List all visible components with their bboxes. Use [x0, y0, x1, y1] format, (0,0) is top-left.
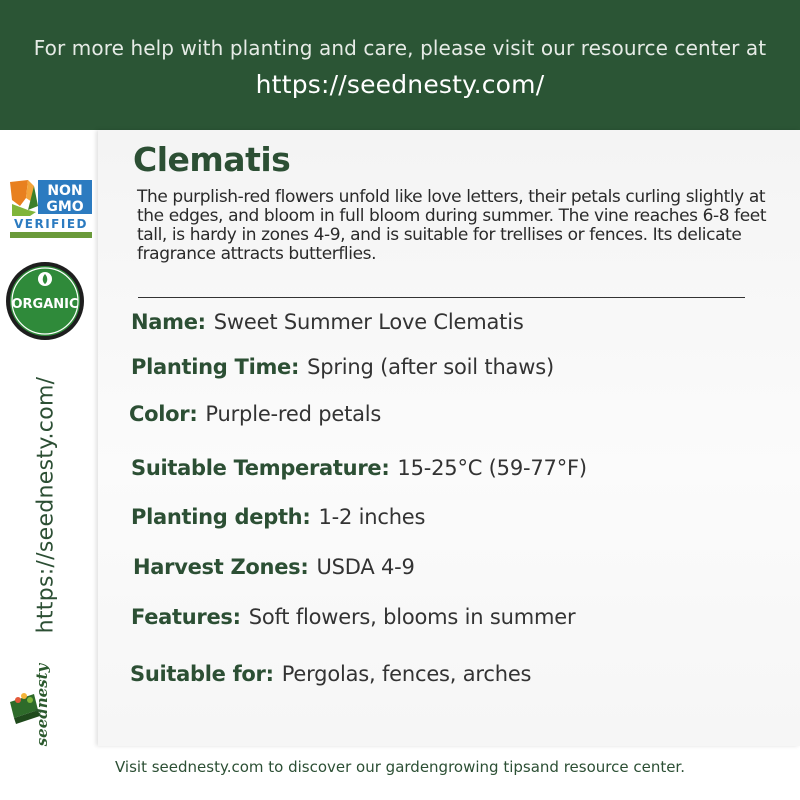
field-planting-time: [131, 355, 554, 379]
top-banner: [0, 0, 800, 130]
field-features-value: Soft flowers, blooms in summer: [248, 605, 576, 629]
banner-help-text: For more help with planting and care, please visit our resource center at: [33, 36, 767, 60]
nongmo-line2: GMO: [46, 199, 84, 215]
field-depth-label: Planting depth:: [131, 505, 311, 529]
footer-text: Visit seednesty.com to discover our gardengrowing tipsand resource center.: [115, 758, 685, 776]
field-suitable-for-value: Pergolas, fences, arches: [281, 662, 532, 686]
field-zones: [133, 555, 415, 579]
field-features-label: Features:: [131, 605, 241, 629]
field-zones-label: Harvest Zones:: [133, 555, 309, 579]
field-color: [129, 402, 381, 426]
field-name: [131, 310, 524, 334]
product-title: Clematis: [133, 140, 291, 179]
field-depth: [131, 505, 425, 529]
field-temperature-value: 15-25°C (59-77°F): [397, 456, 587, 480]
field-zones-value: USDA 4-9: [316, 555, 415, 579]
field-suitable-for-label: Suitable for:: [130, 662, 274, 686]
nongmo-line3: VERIFIED: [13, 217, 89, 231]
sidebar-url-text[interactable]: https://seednesty.com/: [33, 376, 59, 634]
field-color-value: Purple-red petals: [205, 402, 382, 426]
nongmo-line1: NON: [47, 183, 83, 199]
field-name-value: Sweet Summer Love Clematis: [213, 310, 524, 334]
field-planting-time-label: Planting Time:: [131, 355, 300, 379]
field-color-label: Color:: [129, 402, 198, 426]
field-depth-value: 1-2 inches: [318, 505, 426, 529]
field-planting-time-value: Spring (after soil thaws): [307, 355, 554, 379]
field-name-label: Name:: [131, 310, 206, 334]
organic-label: ORGANIC: [11, 297, 79, 312]
non-gmo-verified-badge: [6, 176, 92, 240]
field-temperature-label: Suitable Temperature:: [131, 456, 390, 480]
product-description: The purplish-red flowers unfold like love letters, their petals curling slightly at the edges, and bloom in full bloom during summer. The vine reaches 6-8 feet tall, is hardy in zones 4-9, and is suitable for trellises or fences. Its delicate fragrance attracts butterflies.: [137, 187, 767, 264]
field-suitable-for: [130, 662, 531, 686]
divider: [138, 297, 745, 298]
logo-text: seednesty: [33, 663, 51, 747]
banner-url[interactable]: https://seednesty.com/: [255, 70, 545, 99]
organic-badge: [5, 261, 85, 341]
field-features: [131, 605, 575, 629]
field-temperature: [131, 456, 587, 480]
